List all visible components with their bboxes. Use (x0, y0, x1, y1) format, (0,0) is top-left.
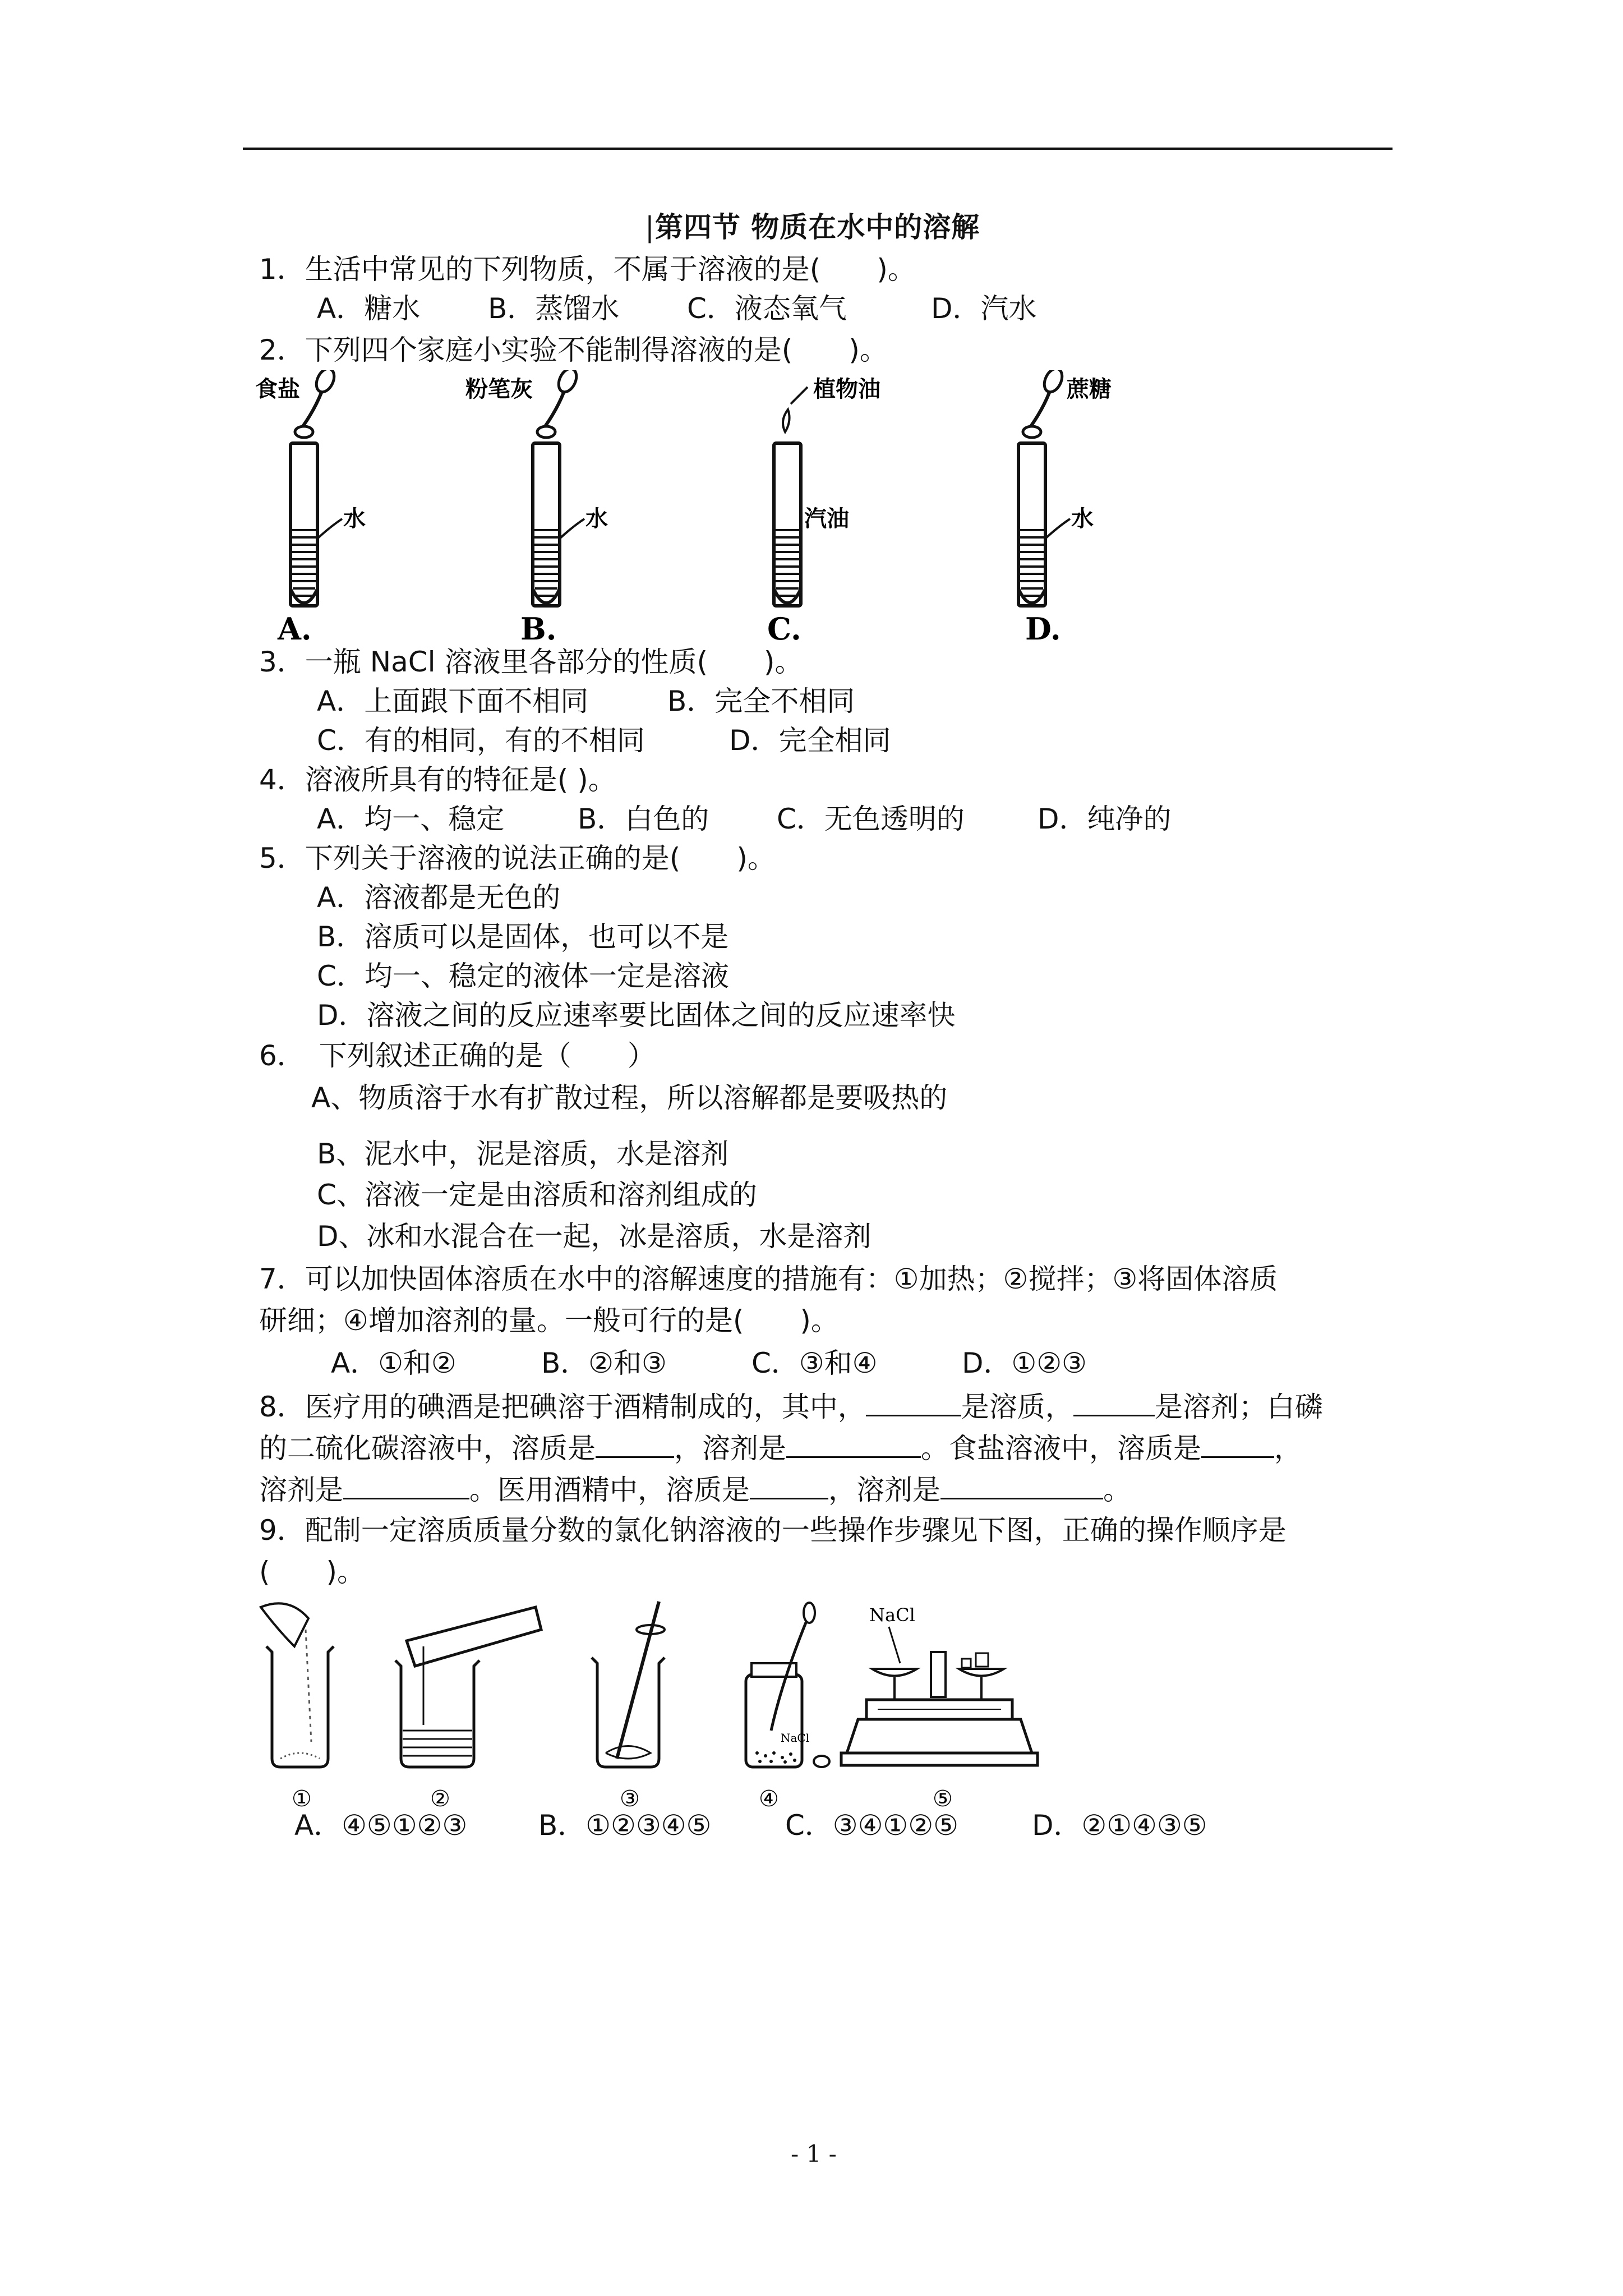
q1-stem: 1．生活中常见的下列物质，不属于溶液的是( )。 (259, 253, 916, 286)
q9-option-d: D．②①④③⑤ (1032, 1809, 1207, 1842)
q6-stem: 6． 下列叙述正确的是（ ） (259, 1039, 656, 1072)
step-label-2: ② (430, 1786, 450, 1812)
q5-option-d: D．溶液之间的反应速率要比固体之间的反应速率快 (317, 999, 956, 1032)
q8-text: 8．医疗用的碘酒是把碘溶于酒精制成的，其中， (259, 1391, 866, 1423)
q9-stem-line-1: 9．配制一定溶质质量分数的氯化钠溶液的一些操作步骤见下图，正确的操作顺序是 (259, 1514, 1287, 1547)
substance-label-c: 植物油 (813, 376, 880, 402)
q3-stem: 3．一瓶 NaCl 溶液里各部分的性质( )。 (259, 646, 803, 678)
q6-option-a: A、物质溶于水有扩散过程，所以溶解都是要吸热的 (311, 1082, 948, 1114)
q8-line-2 (259, 1428, 1302, 1466)
q8-blank-alcohol-solvent[interactable] (940, 1470, 1103, 1499)
q4-stem: 4．溶液所具有的特征是( )。 (259, 763, 616, 796)
q8-blank-phosphorus-solvent[interactable] (786, 1428, 921, 1458)
q4-option-a: A．均一、稳定 (317, 803, 505, 835)
q7-option-c: C．③和④ (751, 1347, 878, 1379)
q8-text: 的二硫化碳溶液中，溶质是 (259, 1432, 596, 1465)
solvent-label-d: 水 (1071, 506, 1094, 532)
q1-option-d: D．汽水 (931, 292, 1037, 325)
q2-stem: 2．下列四个家庭小实验不能制得溶液的是( )。 (259, 334, 888, 366)
q5-option-c: C．均一、稳定的液体一定是溶液 (317, 960, 729, 992)
q8-blank-iodine-solvent[interactable] (1073, 1387, 1155, 1416)
q6-option-b: B、泥水中，泥是溶质，水是溶剂 (317, 1138, 729, 1170)
solvent-label-b: 水 (585, 506, 608, 532)
jar-nacl-label: NaCl (781, 1731, 810, 1745)
test-tube-b (465, 370, 608, 645)
q2-test-tube-figure (252, 370, 1178, 645)
q8-text: ，溶剂是 (828, 1474, 940, 1506)
q8-blank-alcohol-solute[interactable] (750, 1470, 828, 1499)
q7-option-d: D．①②③ (962, 1347, 1087, 1379)
q9-stem-line-2: ( )。 (259, 1556, 366, 1588)
q9-option-c: C．③④①②⑤ (785, 1809, 959, 1842)
q8-text: 是溶剂；白磷 (1154, 1391, 1323, 1423)
step-2-beaker (395, 1607, 541, 1812)
q4-option-b: B．白色的 (578, 803, 709, 835)
q8-text: 。医用酒精中，溶质是 (469, 1474, 750, 1506)
tube-letter-d: D. (1025, 611, 1061, 645)
q7-option-a: A．①和② (331, 1347, 457, 1379)
q8-text: 。食盐溶液中，溶质是 (921, 1432, 1201, 1465)
q1-option-a: A．糖水 (317, 292, 421, 325)
balance-nacl-label: NaCl (869, 1604, 915, 1626)
q5-option-a: A．溶液都是无色的 (317, 881, 561, 914)
q3-option-d: D．完全相同 (729, 724, 891, 757)
q8-blank-salt-solvent[interactable] (343, 1470, 469, 1499)
q7-option-b: B．②和③ (541, 1347, 667, 1379)
q8-blank-phosphorus-solute[interactable] (596, 1428, 674, 1458)
q3-option-c: C．有的相同，有的不相同 (317, 724, 645, 757)
q6-option-d: D、冰和水混合在一起，冰是溶质，水是溶剂 (317, 1220, 872, 1253)
q8-line-3 (259, 1470, 1131, 1508)
tube-letter-b: B. (520, 611, 557, 645)
substance-label-d: 蔗糖 (1067, 376, 1112, 402)
step-label-3: ③ (620, 1786, 640, 1812)
q1-option-b: B．蒸馏水 (488, 292, 620, 325)
substance-label-b: 粉笔灰 (465, 376, 533, 402)
q4-option-d: D．纯净的 (1038, 803, 1172, 835)
q3-option-b: B．完全不相同 (667, 685, 855, 717)
step-label-1: ① (292, 1786, 312, 1812)
test-tube-c (767, 376, 880, 645)
q8-text: ，溶剂是 (674, 1432, 786, 1465)
q8-blank-salt-solute[interactable] (1201, 1428, 1274, 1458)
step-label-5: ⑤ (933, 1786, 953, 1812)
step-3-beaker (592, 1602, 665, 1812)
solvent-label-c: 汽油 (804, 506, 849, 532)
tube-letter-a: A. (278, 611, 312, 645)
page-number: - 1 - (791, 2140, 837, 2168)
step-label-4: ④ (759, 1786, 779, 1812)
step-1-beaker (261, 1603, 334, 1812)
q5-option-b: B．溶质可以是固体，也可以不是 (317, 921, 729, 953)
q5-stem: 5．下列关于溶液的说法正确的是( )。 (259, 842, 776, 875)
q9-option-b: B．①②③④⑤ (538, 1809, 712, 1842)
q8-line-1 (259, 1387, 1323, 1425)
q8-text: 。 (1103, 1474, 1131, 1506)
header-rule (243, 148, 1393, 150)
q3-option-a: A．上面跟下面不相同 (317, 685, 589, 717)
test-tube-d (1018, 370, 1112, 645)
q9-option-a: A．④⑤①②③ (294, 1809, 468, 1842)
q8-text: 是溶质， (961, 1391, 1073, 1423)
solvent-label-a: 水 (343, 506, 366, 532)
substance-label-a: 食盐 (255, 376, 300, 402)
tube-letter-c: C. (767, 611, 801, 645)
page-title: |第四节 物质在水中的溶解 (645, 210, 980, 243)
q7-stem-line-2: 研细；④增加溶剂的量。一般可行的是( )。 (259, 1304, 839, 1337)
q6-option-c: C、溶液一定是由溶质和溶剂组成的 (317, 1179, 757, 1211)
q8-blank-iodine-solute[interactable] (866, 1387, 961, 1416)
step-5-balance (841, 1604, 1038, 1812)
q4-option-c: C．无色透明的 (777, 803, 965, 835)
q7-stem-line-1: 7．可以加快固体溶质在水中的溶解速度的措施有：①加热；②搅拌；③将固体溶质 (259, 1263, 1278, 1295)
step-4-jar (746, 1603, 829, 1812)
q8-text: ， (1274, 1432, 1302, 1465)
q9-procedure-figure (255, 1596, 1074, 1820)
q8-text: 溶剂是 (259, 1474, 343, 1506)
q1-option-c: C．液态氧气 (687, 292, 847, 325)
test-tube-a (255, 370, 366, 645)
